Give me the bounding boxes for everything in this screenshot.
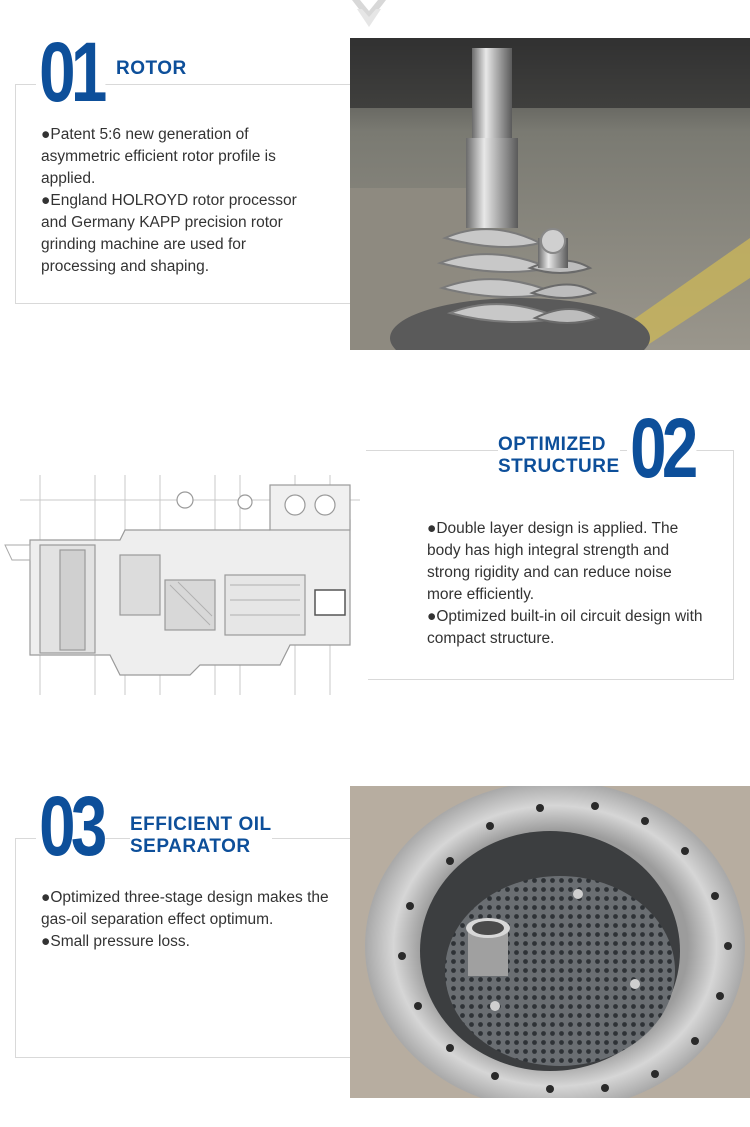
section-title-line: EFFICIENT OIL [130,814,272,835]
description-paragraph: ●Patent 5:6 new generation of asymmetric efficient rotor profile is applied. [41,126,276,187]
description-paragraph: ●Optimized built-in oil circuit design with compact structure. [427,608,703,647]
section-description [41,887,331,953]
section-description [427,518,707,650]
section-number: 02 [627,406,697,490]
section-number: 03 [36,784,106,868]
description-paragraph: ●England HOLROYD rotor processor and Germany KAPP precision rotor grinding machine are used for processing and shaping. [41,192,297,275]
chevron-down-icon [352,0,386,30]
description-paragraph: ●Small pressure loss. [41,933,190,950]
section-description [41,124,316,278]
section-title-line: SEPARATOR [130,836,251,857]
description-paragraph: ●Double layer design is applied. The body has high integral strength and strong rigidity and can reduce noise more efficiently. [427,520,679,603]
section-title-line: STRUCTURE [498,456,620,477]
description-paragraph: ●Optimized three-stage design makes the gas-oil separation effect optimum. [41,889,329,928]
section-number: 01 [36,30,106,114]
section-title [116,58,187,80]
section-title-line: ROTOR [116,58,187,79]
compressor-drawing [0,470,368,698]
oil-separator-photo [350,786,750,1098]
section-title-line: OPTIMIZED [498,434,606,455]
rotor-photo [350,38,750,350]
section-title [498,434,620,478]
section-title [130,814,272,858]
